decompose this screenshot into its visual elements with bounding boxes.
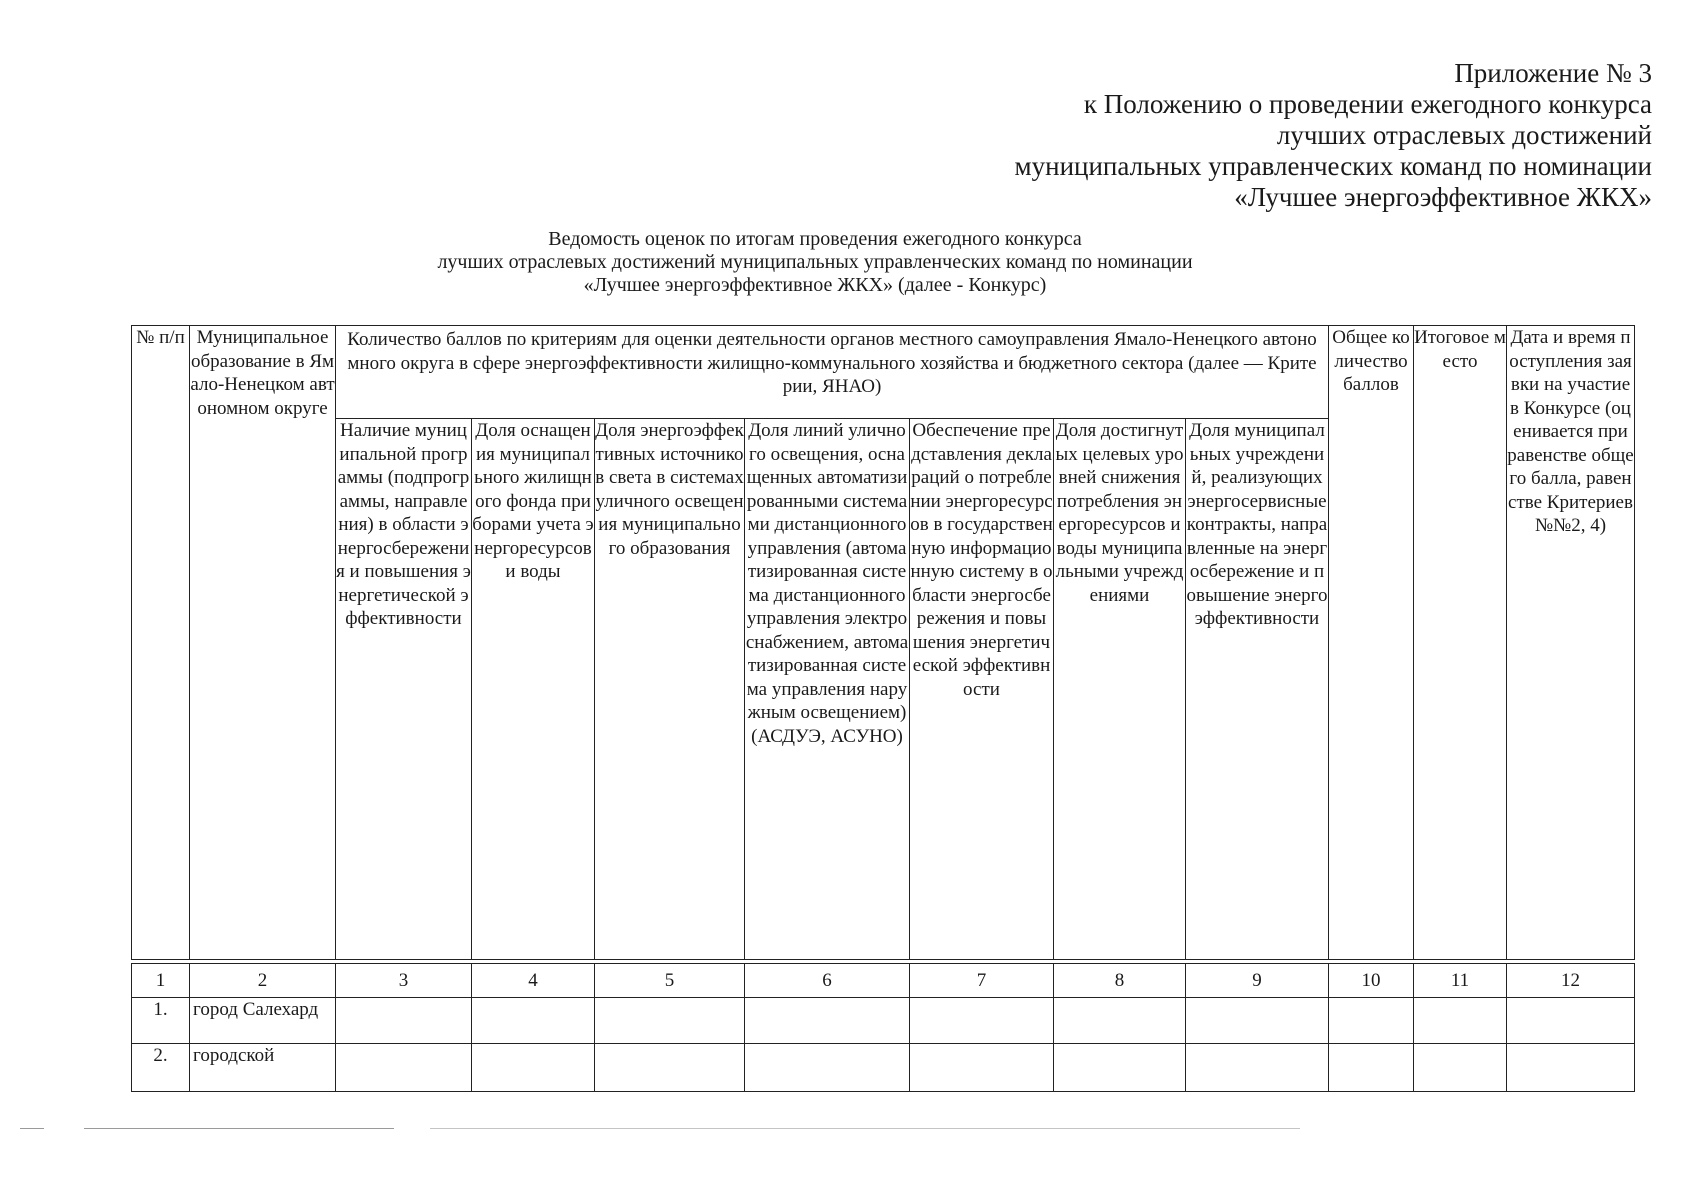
total-cell (1329, 1044, 1414, 1092)
column-number: 10 (1329, 964, 1414, 998)
header-criterion-2: Доля оснащения муниципального жилищного фонда приборами учета энергоресурсов и воды (472, 419, 595, 960)
header-criteria-group: Количество баллов по критериям для оценки деятельности органов местного самоуправления Ямало-Ненецкого автономного округа в сфере энергоэффективности жилищно-коммунального хозяйства и бюджетного сектора (далее — Критерии, ЯНАО) (336, 326, 1329, 419)
table-row (132, 998, 1635, 1044)
scan-artifact (430, 1128, 1300, 1129)
column-number: 9 (1186, 964, 1329, 998)
header-total: Общее количество баллов (1329, 326, 1414, 960)
column-number: 6 (745, 964, 910, 998)
row-municipality: городской (190, 1044, 336, 1092)
header-municipality: Муниципальное образование в Ямало-Ненецком автономном округе (190, 326, 336, 960)
document-title (300, 228, 1330, 297)
column-number-row (132, 964, 1635, 998)
title-line: «Лучшее энергоэффективное ЖКХ» (далее - Конкурс) (583, 274, 1047, 296)
column-number: 12 (1507, 964, 1635, 998)
column-number: 1 (132, 964, 190, 998)
header-criterion-5: Обеспечение представления деклараций о потреблении энергоресурсов в государственную информационную систему в области энергосбережения и повышения энергетической эффективности (910, 419, 1054, 960)
header-criterion-1: Наличие муниципальной программы (подпрограммы, направления) в области энергосбережения и повышения энергетической эффективности (336, 419, 472, 960)
date-cell (1507, 1044, 1635, 1092)
date-cell (1507, 998, 1635, 1044)
row-number: 1. (132, 998, 190, 1044)
total-cell (1329, 998, 1414, 1044)
header-criterion-6: Доля достигнутых целевых уровней снижения потребления энергоресурсов и воды муниципальными учреждениями (1054, 419, 1186, 960)
score-cell (910, 1044, 1054, 1092)
appendix-line: к Положению о проведении ежегодного конкурса (1083, 89, 1652, 119)
column-number: 11 (1414, 964, 1507, 998)
appendix-line: Приложение № 3 (1454, 58, 1652, 88)
appendix-line: лучших отраслевых достижений (1276, 120, 1652, 150)
column-number: 3 (336, 964, 472, 998)
score-cell (472, 998, 595, 1044)
score-cell (1054, 998, 1186, 1044)
title-line: лучших отраслевых достижений муниципальных управленческих команд по номинации (437, 251, 1193, 273)
appendix-line: муниципальных управленческих команд по номинации (1014, 151, 1652, 181)
score-cell (745, 998, 910, 1044)
header-number: № п/п (132, 326, 190, 960)
score-cell (472, 1044, 595, 1092)
score-cell (595, 1044, 745, 1092)
header-criterion-7: Доля муниципальных учреждений, реализующих энергосервисные контракты, направленные на энергосбережение и повышение энергоэффективности (1186, 419, 1329, 960)
header-place: Итоговое место (1414, 326, 1507, 960)
appendix-header (652, 58, 1652, 213)
place-cell (1414, 1044, 1507, 1092)
score-cell (595, 998, 745, 1044)
score-cell (745, 1044, 910, 1092)
score-cell (1186, 998, 1329, 1044)
score-cell (336, 998, 472, 1044)
row-number: 2. (132, 1044, 190, 1092)
score-cell (910, 998, 1054, 1044)
score-table-body (131, 963, 1635, 1092)
appendix-line: «Лучшее энергоэффективное ЖКХ» (1234, 182, 1652, 212)
score-table-header (131, 325, 1635, 960)
score-cell (1186, 1044, 1329, 1092)
header-criterion-4: Доля линий уличного освещения, оснащенных автоматизированными системами дистанционного управления (автоматизированная система дистанционного управления электроснабжением, автоматизированная система управления наружным освещением) (АСДУЭ, АСУНО) (745, 419, 910, 960)
column-number: 8 (1054, 964, 1186, 998)
score-cell (1054, 1044, 1186, 1092)
scan-artifact (20, 1128, 44, 1129)
column-number: 7 (910, 964, 1054, 998)
score-cell (336, 1044, 472, 1092)
place-cell (1414, 998, 1507, 1044)
column-number: 2 (190, 964, 336, 998)
title-line: Ведомость оценок по итогам проведения ежегодного конкурса (548, 228, 1082, 250)
column-number: 4 (472, 964, 595, 998)
table-row (132, 1044, 1635, 1092)
scan-artifact (84, 1128, 394, 1129)
row-municipality: город Салехард (190, 998, 336, 1044)
column-number: 5 (595, 964, 745, 998)
header-date: Дата и время поступления заявки на участие в Конкурсе (оценивается при равенстве общего балла, равенстве Критериев №№2, 4) (1507, 326, 1635, 960)
header-criterion-3: Доля энергоэффективных источников света в системах уличного освещения муниципального образования (595, 419, 745, 960)
